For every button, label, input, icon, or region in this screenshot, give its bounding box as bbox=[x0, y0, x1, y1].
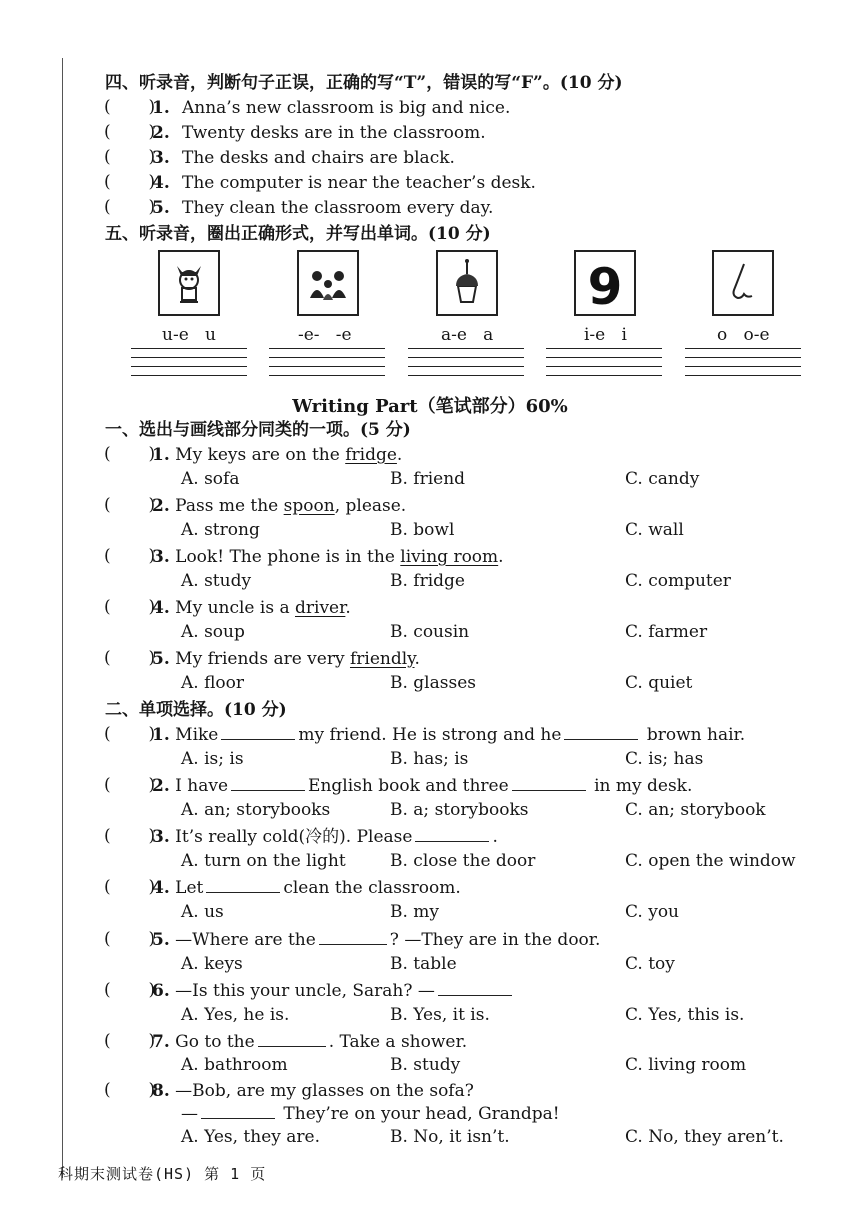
answer-paren[interactable]: ( ) bbox=[104, 775, 156, 795]
answer-paren[interactable]: ( ) bbox=[104, 1031, 156, 1051]
question-text: 3. Look! The phone is in the living room. bbox=[152, 547, 504, 567]
answer-paren[interactable]: ( ) bbox=[104, 724, 156, 744]
option-a[interactable]: A. turn on the light bbox=[181, 851, 346, 871]
option-a[interactable]: A. keys bbox=[181, 954, 243, 974]
fill-blank[interactable] bbox=[221, 724, 295, 740]
option-c[interactable]: C. is; has bbox=[625, 749, 704, 769]
item-text: The desks and chairs are black. bbox=[182, 148, 455, 168]
svg-text:9: 9 bbox=[587, 258, 623, 314]
page-footer: 科期末测试卷(HS) 第 1 页 bbox=[58, 1165, 267, 1183]
answer-paren[interactable]: ( ) bbox=[104, 172, 156, 192]
question-text: 5. My friends are very friendly. bbox=[152, 649, 420, 669]
question-text: 1. Mike my friend. He is strong and he brown hair. bbox=[152, 725, 746, 745]
answer-paren[interactable]: ( ) bbox=[104, 147, 156, 167]
writing-lines[interactable] bbox=[131, 348, 247, 384]
option-c[interactable]: C. computer bbox=[625, 571, 731, 591]
option-a[interactable]: A. strong bbox=[181, 520, 260, 540]
question-text: 7. Go to the . Take a shower. bbox=[152, 1032, 468, 1052]
option-a[interactable]: A. bathroom bbox=[181, 1055, 288, 1075]
question-text: 4. Let clean the classroom. bbox=[152, 878, 461, 898]
answer-paren[interactable]: ( ) bbox=[104, 197, 156, 217]
question-text: 6. —Is this your uncle, Sarah? — bbox=[152, 980, 515, 1002]
item-text: The computer is near the teacher’s desk. bbox=[182, 173, 536, 193]
writing-lines[interactable] bbox=[269, 348, 385, 384]
answer-paren[interactable]: ( ) bbox=[104, 546, 156, 566]
option-c[interactable]: C. Yes, this is. bbox=[625, 1005, 745, 1025]
item-number: 3. bbox=[152, 148, 170, 168]
fill-blank[interactable] bbox=[512, 775, 586, 791]
phonics-choice[interactable]: i-e i bbox=[584, 325, 627, 345]
writing-lines[interactable] bbox=[546, 348, 662, 384]
fill-blank[interactable] bbox=[206, 877, 280, 893]
option-c[interactable]: C. No, they aren’t. bbox=[625, 1127, 784, 1147]
writing-lines[interactable] bbox=[685, 348, 801, 384]
option-b[interactable]: B. close the door bbox=[390, 851, 536, 871]
question-text: 4. My uncle is a driver. bbox=[152, 598, 351, 618]
question-text: 8. —Bob, are my glasses on the sofa? bbox=[152, 1081, 474, 1101]
option-a[interactable]: A. Yes, he is. bbox=[181, 1005, 290, 1025]
option-b[interactable]: B. study bbox=[390, 1055, 461, 1075]
option-c[interactable]: C. an; storybook bbox=[625, 800, 766, 820]
option-c[interactable]: C. candy bbox=[625, 469, 700, 489]
fill-blank[interactable] bbox=[201, 1103, 275, 1119]
option-a[interactable]: A. floor bbox=[181, 673, 245, 693]
option-c[interactable]: C. you bbox=[625, 902, 679, 922]
option-c[interactable]: C. toy bbox=[625, 954, 675, 974]
family-icon bbox=[297, 250, 359, 316]
option-b[interactable]: B. fridge bbox=[390, 571, 465, 591]
writing-section2-header: 二、单项选择。(10 分) bbox=[105, 700, 287, 720]
cake-icon bbox=[436, 250, 498, 316]
answer-paren[interactable]: ( ) bbox=[104, 97, 156, 117]
answer-paren[interactable]: ( ) bbox=[104, 877, 156, 897]
option-c[interactable]: C. open the window bbox=[625, 851, 796, 871]
item-text: They clean the classroom every day. bbox=[182, 198, 494, 218]
option-a[interactable]: A. an; storybooks bbox=[181, 800, 331, 820]
phonics-choice[interactable]: u-e u bbox=[162, 325, 216, 345]
option-b[interactable]: B. cousin bbox=[390, 622, 470, 642]
page-margin-rule bbox=[62, 58, 63, 1178]
cat-icon bbox=[158, 250, 220, 316]
item-text: Twenty desks are in the classroom. bbox=[182, 123, 486, 143]
option-b[interactable]: B. a; storybooks bbox=[390, 800, 529, 820]
fill-blank[interactable] bbox=[258, 1031, 326, 1047]
answer-paren[interactable]: ( ) bbox=[104, 597, 156, 617]
writing-section1-header: 一、选出与画线部分同类的一项。(5 分) bbox=[105, 420, 411, 440]
option-b[interactable]: B. table bbox=[390, 954, 457, 974]
question-text: 3. It’s really cold(冷的). Please . bbox=[152, 827, 498, 847]
option-a[interactable]: A. Yes, they are. bbox=[181, 1127, 320, 1147]
option-c[interactable]: C. farmer bbox=[625, 622, 708, 642]
option-a[interactable]: A. soup bbox=[181, 622, 245, 642]
option-c[interactable]: C. wall bbox=[625, 520, 684, 540]
answer-paren[interactable]: ( ) bbox=[104, 122, 156, 142]
answer-paren[interactable]: ( ) bbox=[104, 826, 156, 846]
item-text: Anna’s new classroom is big and nice. bbox=[182, 98, 511, 118]
fill-blank[interactable] bbox=[319, 929, 387, 945]
option-b[interactable]: B. Yes, it is. bbox=[390, 1005, 490, 1025]
section5-header: 五、听录音，圈出正确形式，并写出单词。(10 分) bbox=[105, 224, 491, 244]
question-text: 1. My keys are on the fridge. bbox=[152, 445, 403, 465]
item-number: 2. bbox=[152, 123, 170, 143]
answer-paren[interactable]: ( ) bbox=[104, 1080, 156, 1100]
option-a[interactable]: A. is; is bbox=[181, 749, 244, 769]
option-c[interactable]: C. living room bbox=[625, 1055, 747, 1075]
answer-paren[interactable]: ( ) bbox=[104, 929, 156, 949]
phonics-choice[interactable]: -e- -e bbox=[298, 325, 352, 345]
question-text: 2. I have English book and three in my desk. bbox=[152, 776, 693, 796]
question-text: 5. —Where are the ? —They are in the door. bbox=[152, 930, 601, 950]
item-number: 4. bbox=[152, 173, 170, 193]
option-b[interactable]: B. glasses bbox=[390, 673, 476, 693]
option-b[interactable]: B. bowl bbox=[390, 520, 455, 540]
option-a[interactable]: A. us bbox=[181, 902, 224, 922]
item-number: 5. bbox=[152, 198, 170, 218]
phonics-choice[interactable]: a-e a bbox=[441, 325, 494, 345]
fill-blank[interactable] bbox=[564, 724, 638, 740]
writing-lines[interactable] bbox=[408, 348, 524, 384]
section4-header: 四、听录音，判断句子正误，正确的写“T”，错误的写“F”。(10 分) bbox=[105, 73, 623, 93]
answer-paren[interactable]: ( ) bbox=[104, 648, 156, 668]
fill-blank[interactable] bbox=[415, 826, 489, 842]
nine-icon bbox=[574, 250, 636, 316]
answer-paren[interactable]: ( ) bbox=[104, 444, 156, 464]
fill-blank[interactable] bbox=[438, 980, 512, 996]
option-b[interactable]: B. No, it isn’t. bbox=[390, 1127, 510, 1147]
question-text-line2: — They’re on your head, Grandpa! bbox=[181, 1104, 560, 1124]
answer-paren[interactable]: ( ) bbox=[104, 495, 156, 515]
question-text: 2. Pass me the spoon, please. bbox=[152, 496, 407, 516]
option-a[interactable]: A. sofa bbox=[181, 469, 240, 489]
option-b[interactable]: B. friend bbox=[390, 469, 466, 489]
option-b[interactable]: B. my bbox=[390, 902, 440, 922]
option-c[interactable]: C. quiet bbox=[625, 673, 693, 693]
item-number: 1. bbox=[152, 98, 170, 118]
option-a[interactable]: A. study bbox=[181, 571, 252, 591]
answer-paren[interactable]: ( ) bbox=[104, 980, 156, 1000]
fill-blank[interactable] bbox=[231, 775, 305, 791]
option-b[interactable]: B. has; is bbox=[390, 749, 469, 769]
nose-icon bbox=[712, 250, 774, 316]
phonics-choice[interactable]: o o-e bbox=[717, 325, 770, 345]
writing-part-title: Writing Part（笔试部分）60% bbox=[292, 396, 568, 417]
